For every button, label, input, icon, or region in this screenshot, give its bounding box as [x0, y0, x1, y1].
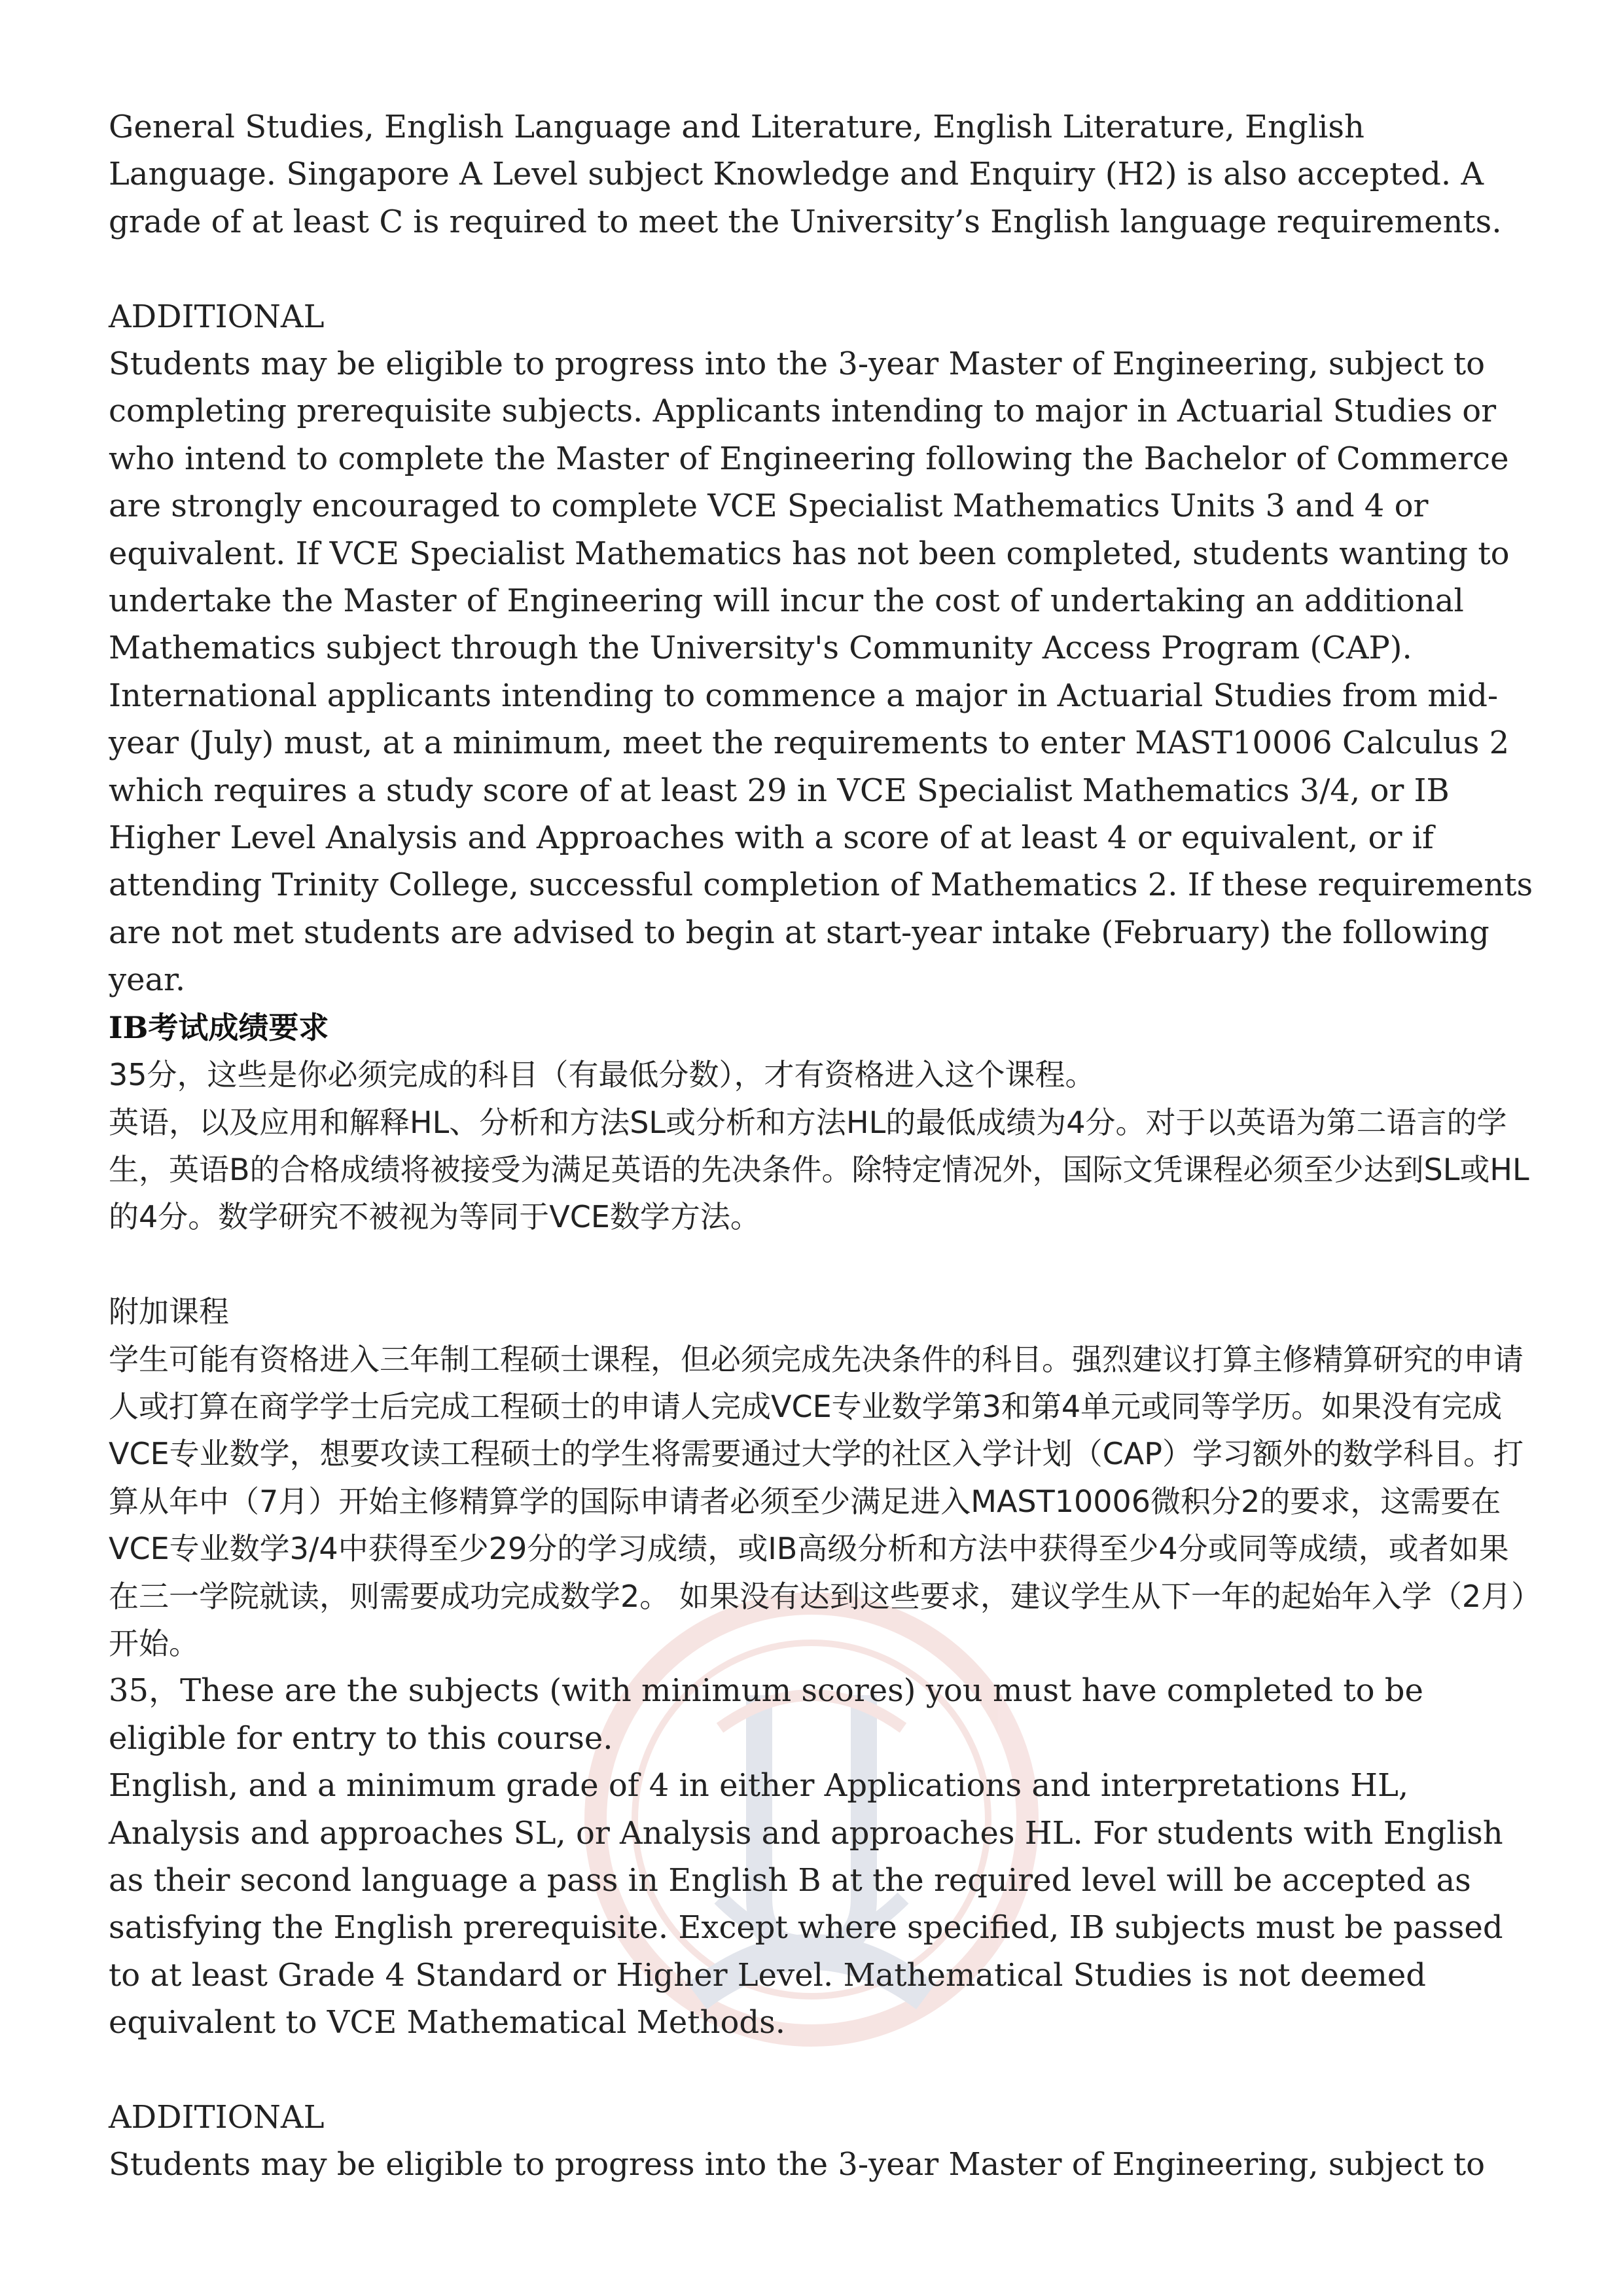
paragraph-english-math: English, and a minimum grade of 4 in either Applications and interpretations HL, Analysis and approaches SL, or Analysis and approaches HL. For students with English as their second language a pass in English B at the required level will be accepted as satisfying the English prerequisite. Except where specified, IB subjects must be passed to at least Grade 4 Standard or Higher Level. Mathematical Studies is not deemed equivalent to VCE Mathematical Methods. — [109, 1767, 1503, 2041]
paragraph-additional-engineering-truncated: Students may be eligible to progress into the 3-year Master of Engineering, subject to — [109, 2146, 1486, 2183]
additional-heading: ADDITIONAL — [109, 298, 325, 335]
zh-additional-heading: 附加课程 — [109, 1294, 229, 1330]
spacer — [109, 245, 1535, 293]
additional-heading: ADDITIONAL — [109, 2099, 325, 2136]
spacer — [109, 2047, 1535, 2094]
paragraph-zh-english-math: 英语，以及应用和解释HL、分析和方法SL或分析和方法HL的最低成绩为4分。对于以英语为第二语言的学生，英语B的合格成绩将被接受为满足英语的先决条件。除特定情况外，国际文凭课程必须至少达到SL或HL的4分。数学研究不被视为等同于VCE数学方法。 — [109, 1104, 1529, 1235]
paragraph-zh-additional-engineering: 学生可能有资格进入三年制工程硕士课程，但必须完成先决条件的科目。强烈建议打算主修精算研究的申请人或打算在商学学士后完成工程硕士的申请人完成VCE专业数学第3和第4单元或同等学历。如果没有完成VCE专业数学，想要攻读工程硕士的学生将需要通过大学的社区入学计划（CAP）学习额外的数学科目。打算从年中（7月）开始主修精算学的国际申请者必须至少满足进入MAST10006微积分2的要求，这需要在VCE专业数学3/4中获得至少29分的学习成绩，或IB高级分析和方法中获得至少4分或同等成绩，或者如果在三一学院就读，则需要成功完成数学2。 如果没有达到这些要求，建议学生从下一年的起始年入学（2月）开始。 — [109, 1341, 1527, 1661]
paragraph-additional-engineering: Students may be eligible to progress into the 3-year Master of Engineering, subject to completing prerequisite subjects. Applicants intending to major in Actuarial Studies or who intend to complete the Master of Engineering following the Bachelor of Commerce are strongly encouraged to complete VCE Specialist Mathematics Units 3 and 4 or equivalent. If VCE Specialist Mathematics has not been completed, students wanting to undertake the Master of Engineering will incur the cost of undertaking an additional Mathematics subject through the University's Community Access Program (CAP). International applicants intending to commence a major in Actuarial Studies from mid-year (July) must, at a minimum, meet the requirements to enter MAST10006 Calculus 2 which requires a study score of at least 29 in VCE Specialist Mathematics 3/4, or IB Higher Level Analysis and Approaches with a score of at least 4 or equivalent, or if attending Trinity College, successful completion of Mathematics 2. If these requirements are not met students are advised to begin at start-year intake (February) the following year. — [109, 346, 1533, 999]
ib-requirements-heading: IB考试成绩要求 — [109, 1009, 329, 1045]
paragraph-minimum-score: 35，These are the subjects (with minimum scores) you must have completed to be eligible for entry to this course. — [109, 1672, 1423, 1757]
paragraph-english-requirements: General Studies, English Language and Literature, English Literature, English Language. Singapore A Level subject Knowledge and Enquiry (H2) is also accepted. A grade of at least C is required to meet the University’s English language requirements. — [109, 109, 1502, 240]
document-body — [109, 103, 1535, 2189]
paragraph-zh-minimum-score: 35分，这些是你必须完成的科目（有最低分数），才有资格进入这个课程。 — [109, 1057, 1096, 1093]
spacer — [109, 1241, 1535, 1288]
